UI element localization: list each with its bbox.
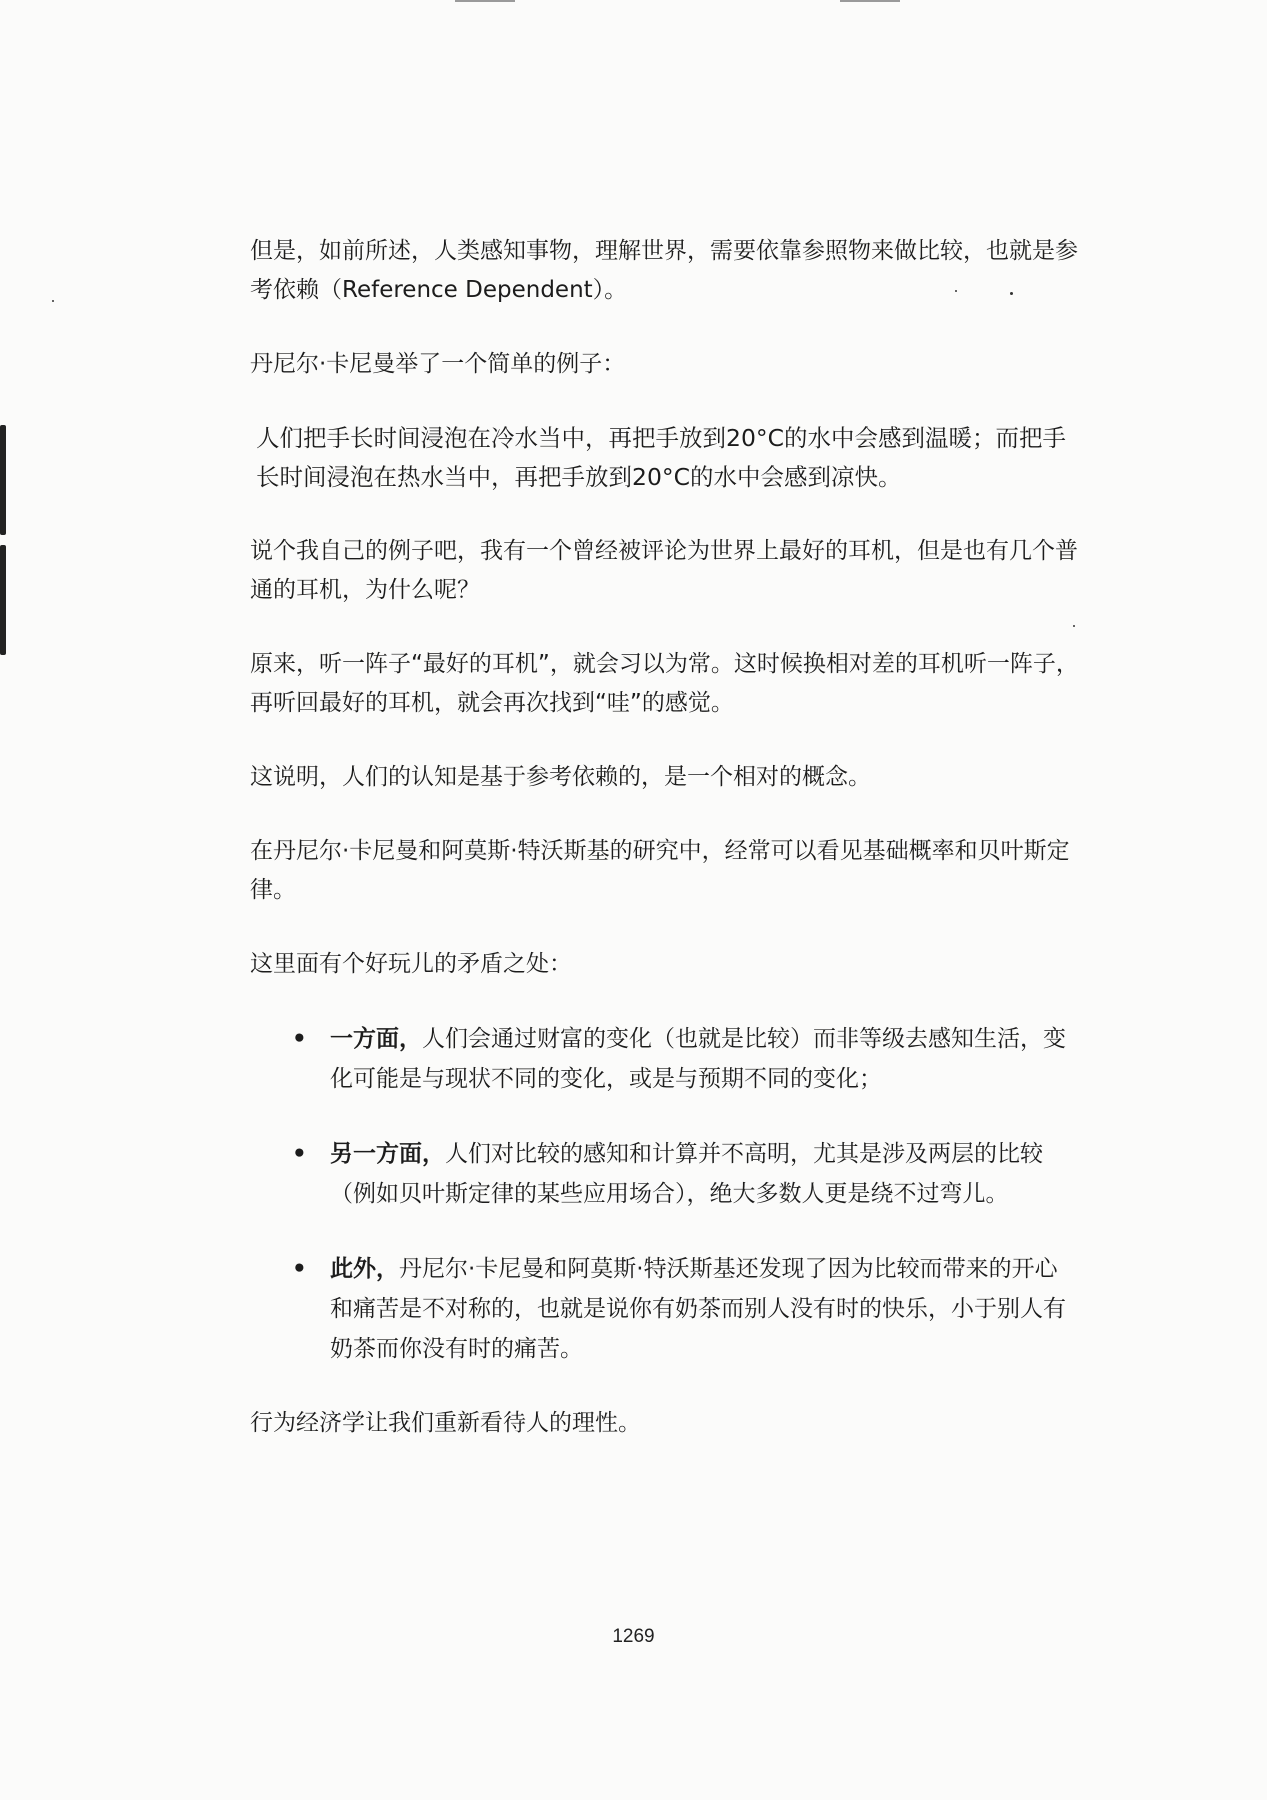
bullet-item — [270, 1019, 1080, 1099]
paragraph-water-example: 人们把手长时间浸泡在冷水当中，再把手放到20°C的水中会感到温暖；而把手长时间浸泡在热水当中，再把手放到20°C的水中会感到凉快。 — [256, 424, 1067, 491]
paragraph-headphones-answer: 原来，听一阵子“最好的耳机”，就会习以为常。这时候换相对差的耳机听一阵子，再听回最好的耳机，就会再次找到“哇”的感觉。 — [250, 651, 1079, 716]
bullet-lead: 一方面， — [330, 1026, 422, 1052]
page-number: 1269 — [612, 1626, 655, 1647]
scan-smudge-top-left — [455, 0, 515, 2]
scan-edge-mark — [0, 545, 6, 655]
paragraph-example-intro: 丹尼尔·卡尼曼举了一个简单的例子： — [250, 351, 626, 377]
bullet-lead: 另一方面， — [330, 1141, 445, 1167]
scan-smudge-top-right — [840, 0, 900, 2]
scan-edge-mark — [0, 425, 6, 535]
bullet-dot: • — [292, 1256, 307, 1282]
bullet-item — [270, 1249, 1080, 1369]
bullet-dot: • — [292, 1026, 307, 1052]
paragraph-headphones-question: 说个我自己的例子吧，我有一个曾经被评论为世界上最好的耳机，但是也有几个普通的耳机，为什么呢？ — [250, 538, 1078, 603]
bullet-dot: • — [292, 1141, 307, 1167]
paragraph-conclusion: 行为经济学让我们重新看待人的理性。 — [250, 1410, 641, 1436]
paragraph-bayes: 在丹尼尔·卡尼曼和阿莫斯·特沃斯基的研究中，经常可以看见基础概率和贝叶斯定律。 — [250, 838, 1070, 903]
page-body — [250, 232, 1080, 1478]
bullet-body: 人们会通过财富的变化（也就是比较）而非等级去感知生活，变化可能是与现状不同的变化，或是与预期不同的变化； — [330, 1026, 1066, 1092]
bullet-body: 丹尼尔·卡尼曼和阿莫斯·特沃斯基还发现了因为比较而带来的开心和痛苦是不对称的，也就是说你有奶茶而别人没有时的快乐，小于别人有奶茶而你没有时的痛苦。 — [330, 1256, 1066, 1362]
paragraph-relative-concept: 这说明，人们的认知是基于参考依赖的，是一个相对的概念。 — [250, 764, 871, 790]
paragraph-contradiction-intro: 这里面有个好玩儿的矛盾之处： — [250, 951, 572, 977]
bullet-item — [270, 1134, 1080, 1214]
bullet-lead: 此外， — [330, 1256, 399, 1282]
bullet-body: 人们对比较的感知和计算并不高明，尤其是涉及两层的比较（例如贝叶斯定律的某些应用场合），绝大多数人更是绕不过弯儿。 — [330, 1141, 1043, 1207]
scan-speck — [52, 300, 54, 302]
paragraph-reference-dependent: 但是，如前所述，人类感知事物，理解世界，需要依靠参照物来做比较，也就是参考依赖（Reference Dependent）。 — [250, 238, 1078, 303]
